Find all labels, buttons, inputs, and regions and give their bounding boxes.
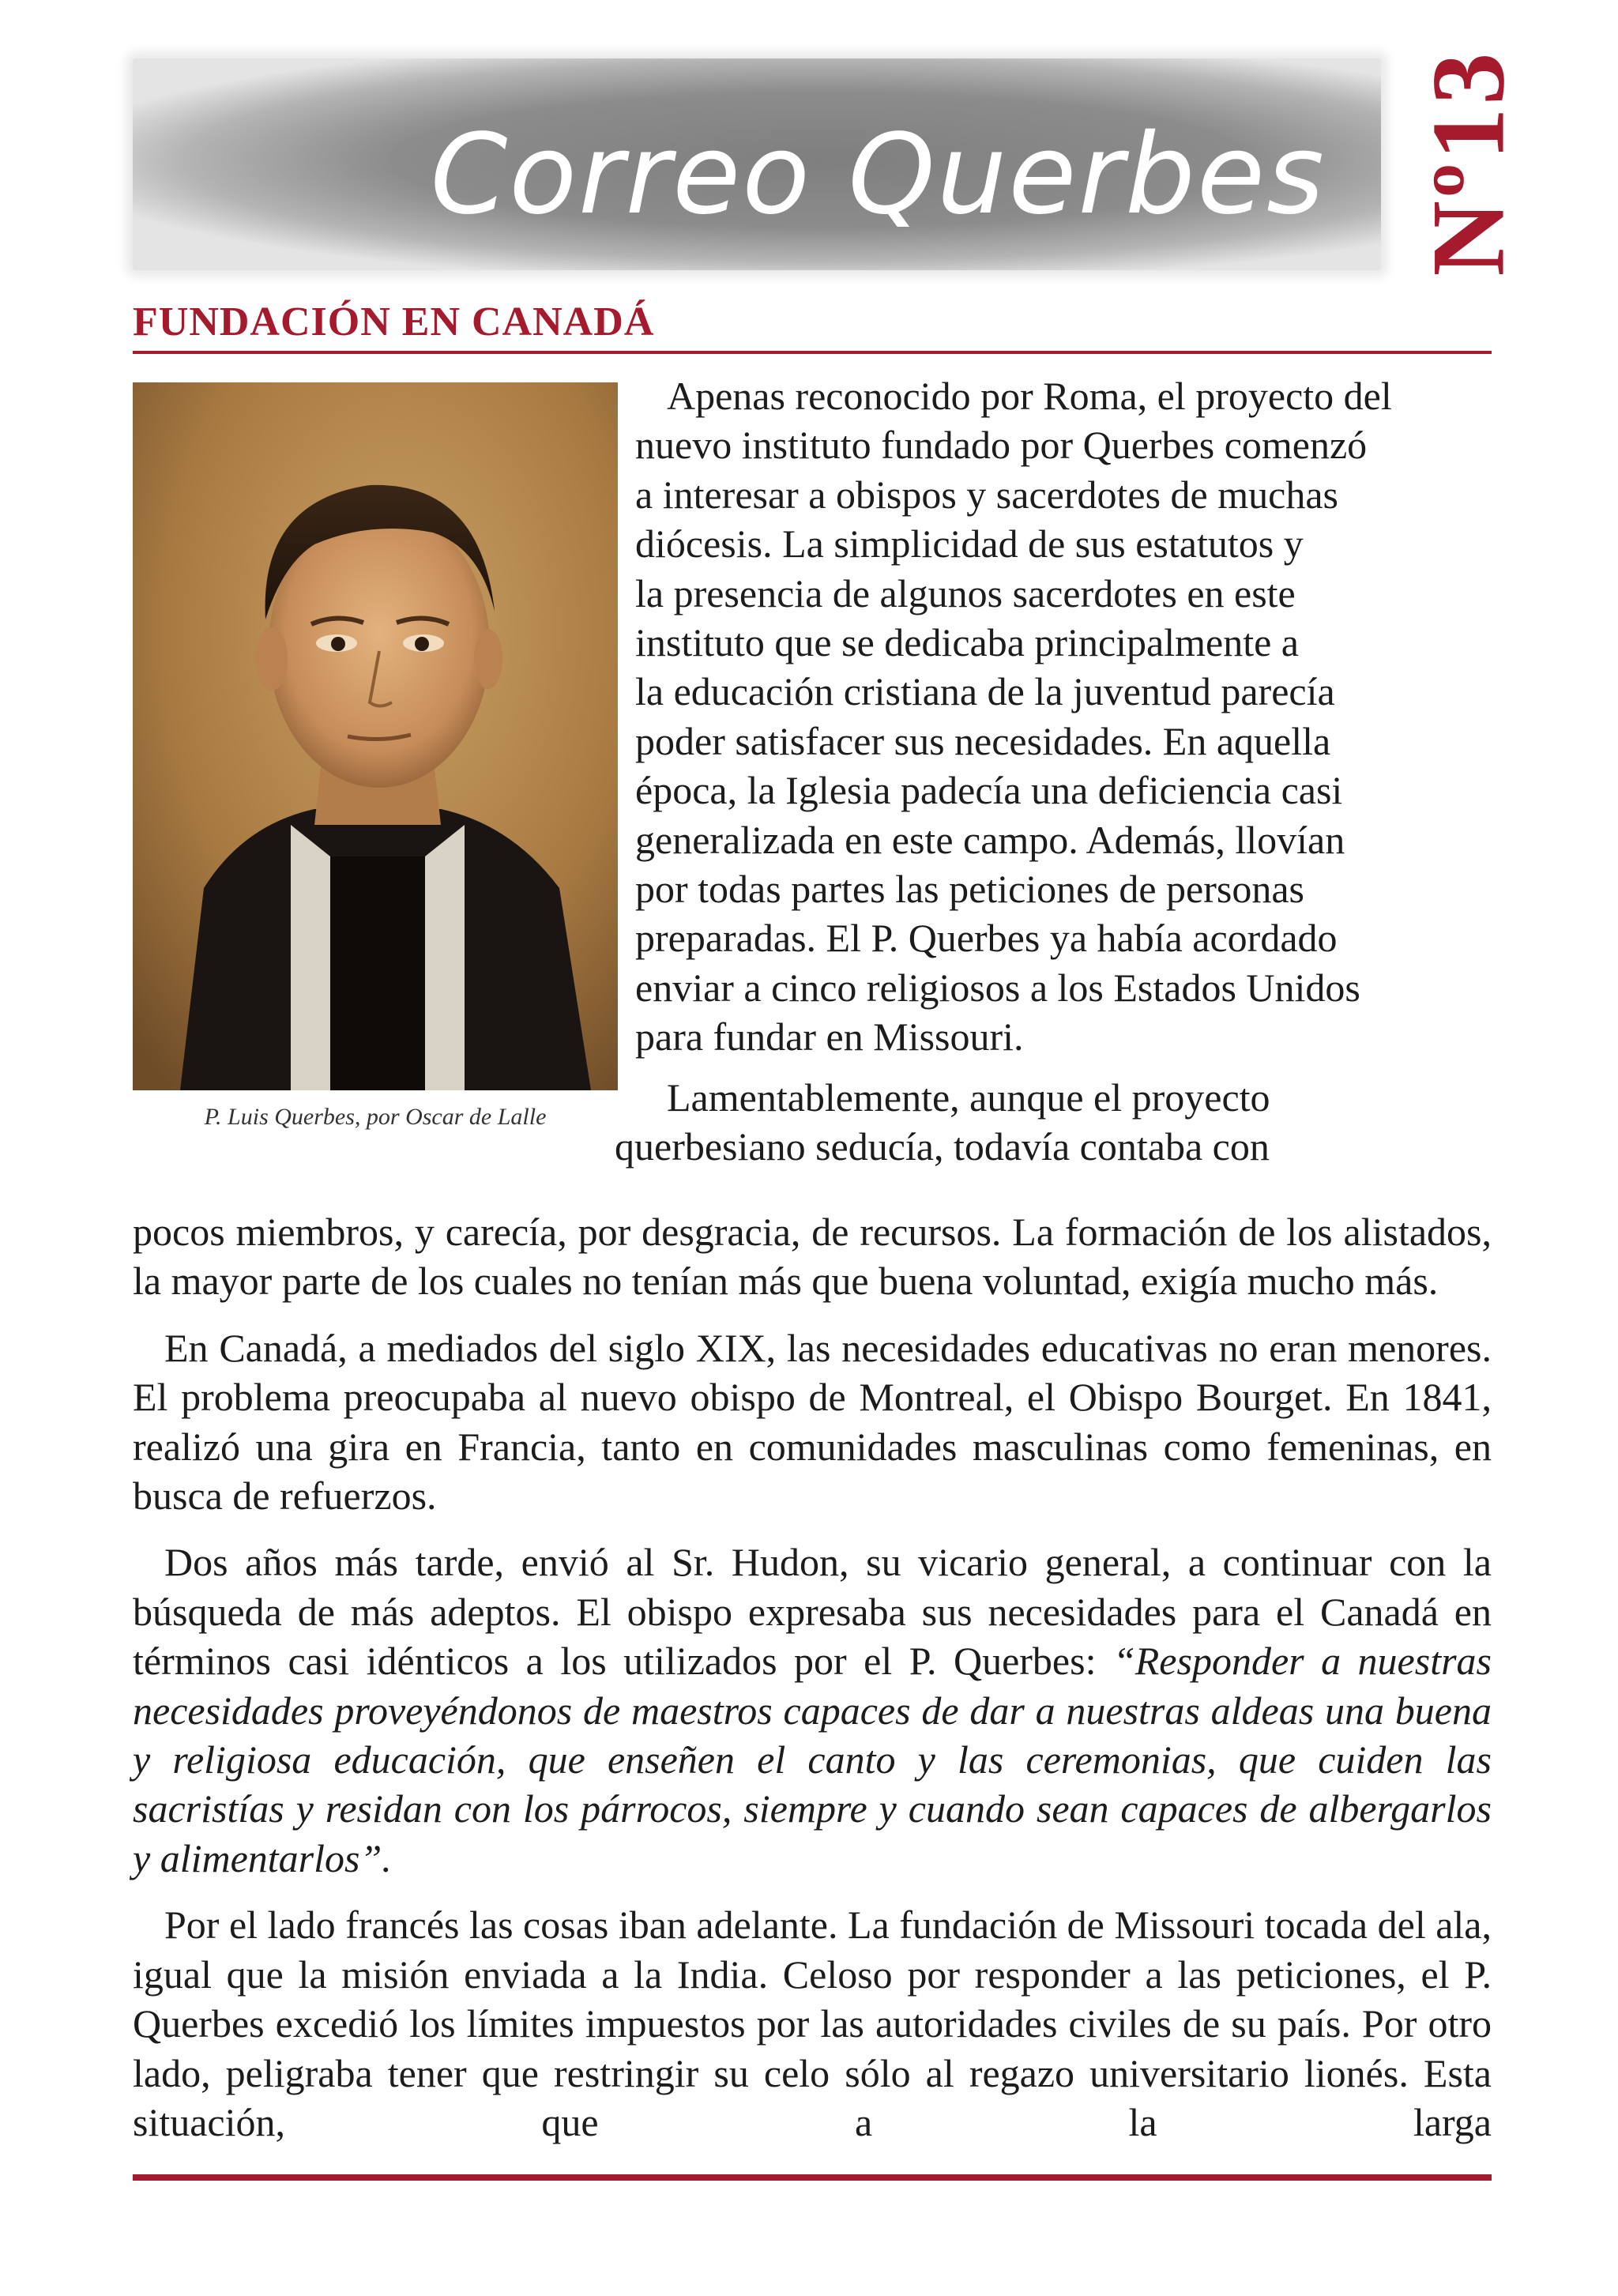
paragraph-canada: En Canadá, a mediados del siglo XIX, las necesidades educativas no eran menores. El problema preocupaba al nuevo obispo de Montreal, el Obispo Bourget. En 1841, realizó una gira en Francia, tanto en comunidades masculinas como femeninas, en busca de refuerzos.	[133, 1325, 1492, 1519]
column-line: época, la Iglesia padecía una deficiencia casi	[635, 768, 1343, 813]
footer-rule	[133, 2174, 1492, 2181]
intro-column	[615, 371, 1492, 1172]
second-paragraph-start	[615, 1073, 1492, 1172]
column-line: la presencia de algunos sacerdotes en este	[635, 570, 1296, 615]
column-line: instituto que se dedicaba principalmente a	[635, 620, 1299, 665]
paragraph-france: Por el lado francés las cosas iban adelante. La fundación de Missouri tocada del ala, igual que la misión enviada a la India. Celoso por responder a las peticiones, el P. Querbes excedió los límites impuestos por las autoridades civiles de su país. Por otro lado, peligraba tener que restringir su celo sólo al regazo universitario lionés. Esta situación, que a la larga	[133, 1903, 1492, 2144]
column-line: preparadas. El P. Querbes ya había acordado	[635, 916, 1338, 961]
portrait-caption: P. Luis Querbes, por Oscar de Lalle	[204, 1104, 547, 1130]
column-line: a interesar a obispos y sacerdotes de muchas	[635, 472, 1338, 517]
section-title: FUNDACIÓN EN CANADÁ	[133, 299, 655, 344]
section-rule	[133, 351, 1492, 354]
column-line: poder satisfacer sus necesidades. En aquella	[635, 718, 1331, 763]
column-line: para fundar en Missouri.	[635, 1014, 1024, 1060]
column-line: generalizada en este campo. Además, llovían	[635, 817, 1345, 862]
paragraph-hudon	[133, 1538, 1492, 1883]
column-line: por todas partes las peticiones de personas	[635, 867, 1304, 912]
column-line: Apenas reconocido por Roma, el proyecto del	[667, 374, 1392, 418]
masthead-banner	[133, 58, 1381, 270]
bourget-quote: “Responder a nuestras necesidades proveyéndonos de maestros capaces de dar a nuestras aldeas una buena y religiosa educación, que enseñen el canto y las ceremonias, que cuiden las sacristías y residan con los párrocos, siempre y cuando sean capaces de albergarlos y alimentarlos”.	[133, 1639, 1492, 1880]
issue-number-text: Nº13	[1409, 49, 1526, 277]
masthead-title: Correo Querbes	[430, 111, 1326, 239]
portrait-painting	[133, 382, 618, 1090]
column-line: nuevo instituto fundado por Querbes comenzó	[635, 423, 1368, 468]
portrait-image	[133, 382, 618, 1090]
column-line: querbesiano seducía, todavía contaba con	[615, 1124, 1270, 1169]
paragraph-continuation: pocos miembros, y carecía, por desgracia, de recursos. La formación de los alistados, la mayor parte de los cuales no tenían más que buena voluntad, exigía mucho más.	[133, 1210, 1492, 1304]
body-text	[133, 1207, 1492, 2147]
column-line: la educación cristiana de la juventud parecía	[635, 669, 1335, 714]
paragraph-hudon-text: Dos años más tarde, envió al Sr. Hudon, su vicario general, a continuar con la búsqueda de más adeptos. El obispo expresaba sus necesidades para el Canadá en términos casi idénticos a los utilizados por el P. Querbes:	[133, 1540, 1492, 1684]
column-line: Lamentablemente, aunque el proyecto	[667, 1075, 1270, 1120]
intro-paragraph	[635, 371, 1492, 1062]
column-line: diócesis. La simplicidad de sus estatutos y	[635, 521, 1304, 566]
column-line: enviar a cinco religiosos a los Estados Unidos	[635, 965, 1360, 1010]
